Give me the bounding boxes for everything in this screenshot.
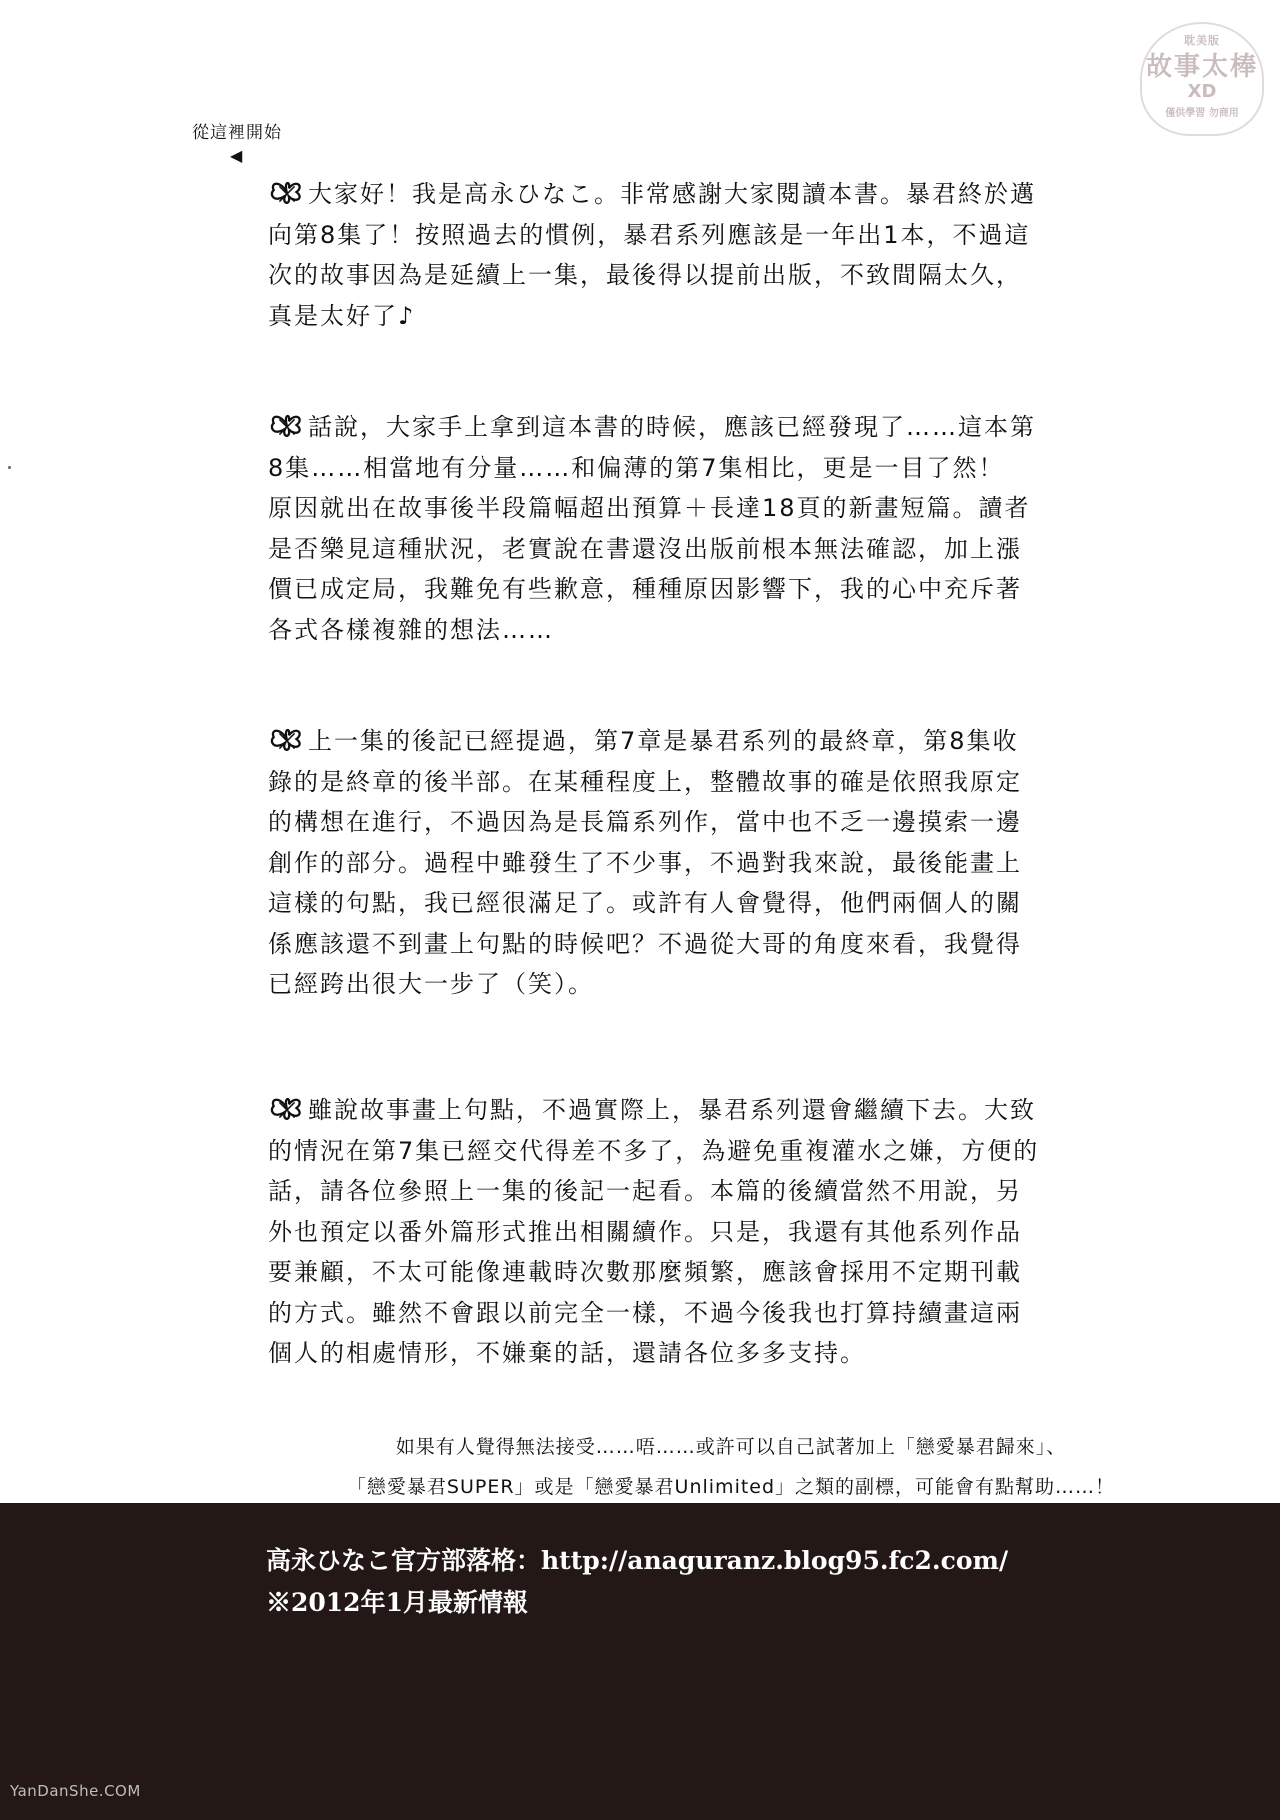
paragraph-line: 要兼顧，不太可能像連載時次數那麼頻繁，應該會採用不定期刊載: [268, 1258, 1022, 1286]
paragraph-line: [268, 407, 1058, 448]
note-line: 如果有人覺得無法接受……唔……或許可以自己試著加上「戀愛暴君歸來」、: [395, 1436, 1067, 1458]
afterword-paragraph-4: [268, 1090, 1058, 1374]
paragraph-line: 真是太好了♪: [268, 301, 416, 330]
official-blog-link[interactable]: 高永ひなこ官方部落格：http://anaguranz.blog95.fc2.com/: [266, 1546, 1009, 1575]
paragraph-line: 原因就出在故事後半段篇幅超出預算＋長達18頁的新畫短篇。讀者: [268, 494, 1031, 522]
scanlation-stamp: [1140, 22, 1264, 136]
blog-info: [266, 1540, 1008, 1624]
butterfly-icon: [268, 1094, 306, 1124]
paragraph-line: 外也預定以番外篇形式推出相關續作。只是，我還有其他系列作品: [268, 1217, 1022, 1246]
afterword-paragraph-2: [268, 407, 1058, 650]
paragraph-line: 係應該還不到畫上句點的時候吧？不過從大哥的角度來看，我覺得: [268, 929, 1022, 958]
paragraph-line: [268, 174, 1058, 215]
paragraph-line: 的方式。雖然不會跟以前完全一樣，不過今後我也打算持續畫這兩: [268, 1298, 1022, 1327]
paragraph-line: 的情況在第7集已經交代得差不多了，為避免重複灌水之嫌，方便的: [268, 1136, 1040, 1165]
afterword-paragraph-1: [268, 174, 1058, 336]
paragraph-line-text: 大家好！我是高永ひなこ。非常感謝大家閱讀本書。暴君終於邁: [308, 180, 1036, 208]
paragraph-line: 錄的是終章的後半部。在某種程度上，整體故事的確是依照我原定: [268, 767, 1022, 796]
paragraph-line: 向第8集了！按照過去的慣例，暴君系列應該是一年出1本，不過這: [268, 220, 1031, 249]
site-watermark: YanDanShe.COM: [10, 1782, 141, 1800]
info-date-note: ※2012年1月最新情報: [266, 1588, 528, 1617]
closing-note: [296, 1427, 1166, 1507]
paragraph-line-text: 上一集的後記已經提過，第7章是暴君系列的最終章，第8集收: [308, 727, 1019, 755]
paragraph-line: 是否樂見這種狀況，老實說在書還沒出版前根本無法確認，加上漲: [268, 534, 1022, 563]
paragraph-line: 話，請各位參照上一集的後記一起看。本篇的後續當然不用說，另: [268, 1177, 1022, 1205]
paragraph-line: 次的故事因為是延續上一集，最後得以提前出版，不致間隔太久，: [268, 261, 1022, 289]
paragraph-line: 創作的部分。過程中雖發生了不少事，不過對我來說，最後能畫上: [268, 848, 1022, 877]
note-line: 「戀愛暴君SUPER」或是「戀愛暴君Unlimited」之類的副標，可能會有點幫助……！: [346, 1476, 1116, 1498]
paragraph-line: 個人的相處情形，不嫌棄的話，還請各位多多支持。: [268, 1339, 866, 1367]
paragraph-line: 各式各樣複雜的想法……: [268, 615, 554, 644]
afterword-paragraph-3: [268, 721, 1058, 1005]
paragraph-line: 已經跨出很大一步了（笑）。: [268, 970, 594, 998]
scan-speck: [8, 466, 11, 469]
butterfly-icon: [268, 725, 306, 755]
paragraph-line-text: 話說，大家手上拿到這本書的時候，應該已經發現了……這本第: [308, 413, 1036, 441]
stamp-middle-text: 故事太棒: [1145, 52, 1258, 82]
paragraph-line: 價已成定局，我難免有些歉意，種種原因影響下，我的心中充斥著: [268, 575, 1022, 603]
stamp-top-text: 耽美版: [1184, 34, 1220, 47]
paragraph-line: 8集……相當地有分量……和偏薄的第7集相比，更是一目了然！: [268, 453, 1005, 482]
paragraph-line: 這樣的句點，我已經很滿足了。或許有人會覺得，他們兩個人的關: [268, 889, 1022, 917]
paragraph-line: 的構想在進行，不過因為是長篇系列作，當中也不乏一邊摸索一邊: [268, 808, 1022, 836]
start-here-label: 從這裡開始: [192, 123, 282, 143]
paragraph-line: [268, 721, 1058, 762]
butterfly-icon: [268, 411, 306, 441]
stamp-bottom-text: 僅供學習 勿商用: [1165, 108, 1239, 119]
start-arrow-icon: ◀: [230, 146, 243, 165]
stamp-face-text: XD: [1187, 81, 1217, 102]
butterfly-icon: [268, 178, 306, 208]
paragraph-line: [268, 1090, 1058, 1131]
paragraph-line-text: 雖說故事畫上句點，不過實際上，暴君系列還會繼續下去。大致: [308, 1096, 1036, 1124]
